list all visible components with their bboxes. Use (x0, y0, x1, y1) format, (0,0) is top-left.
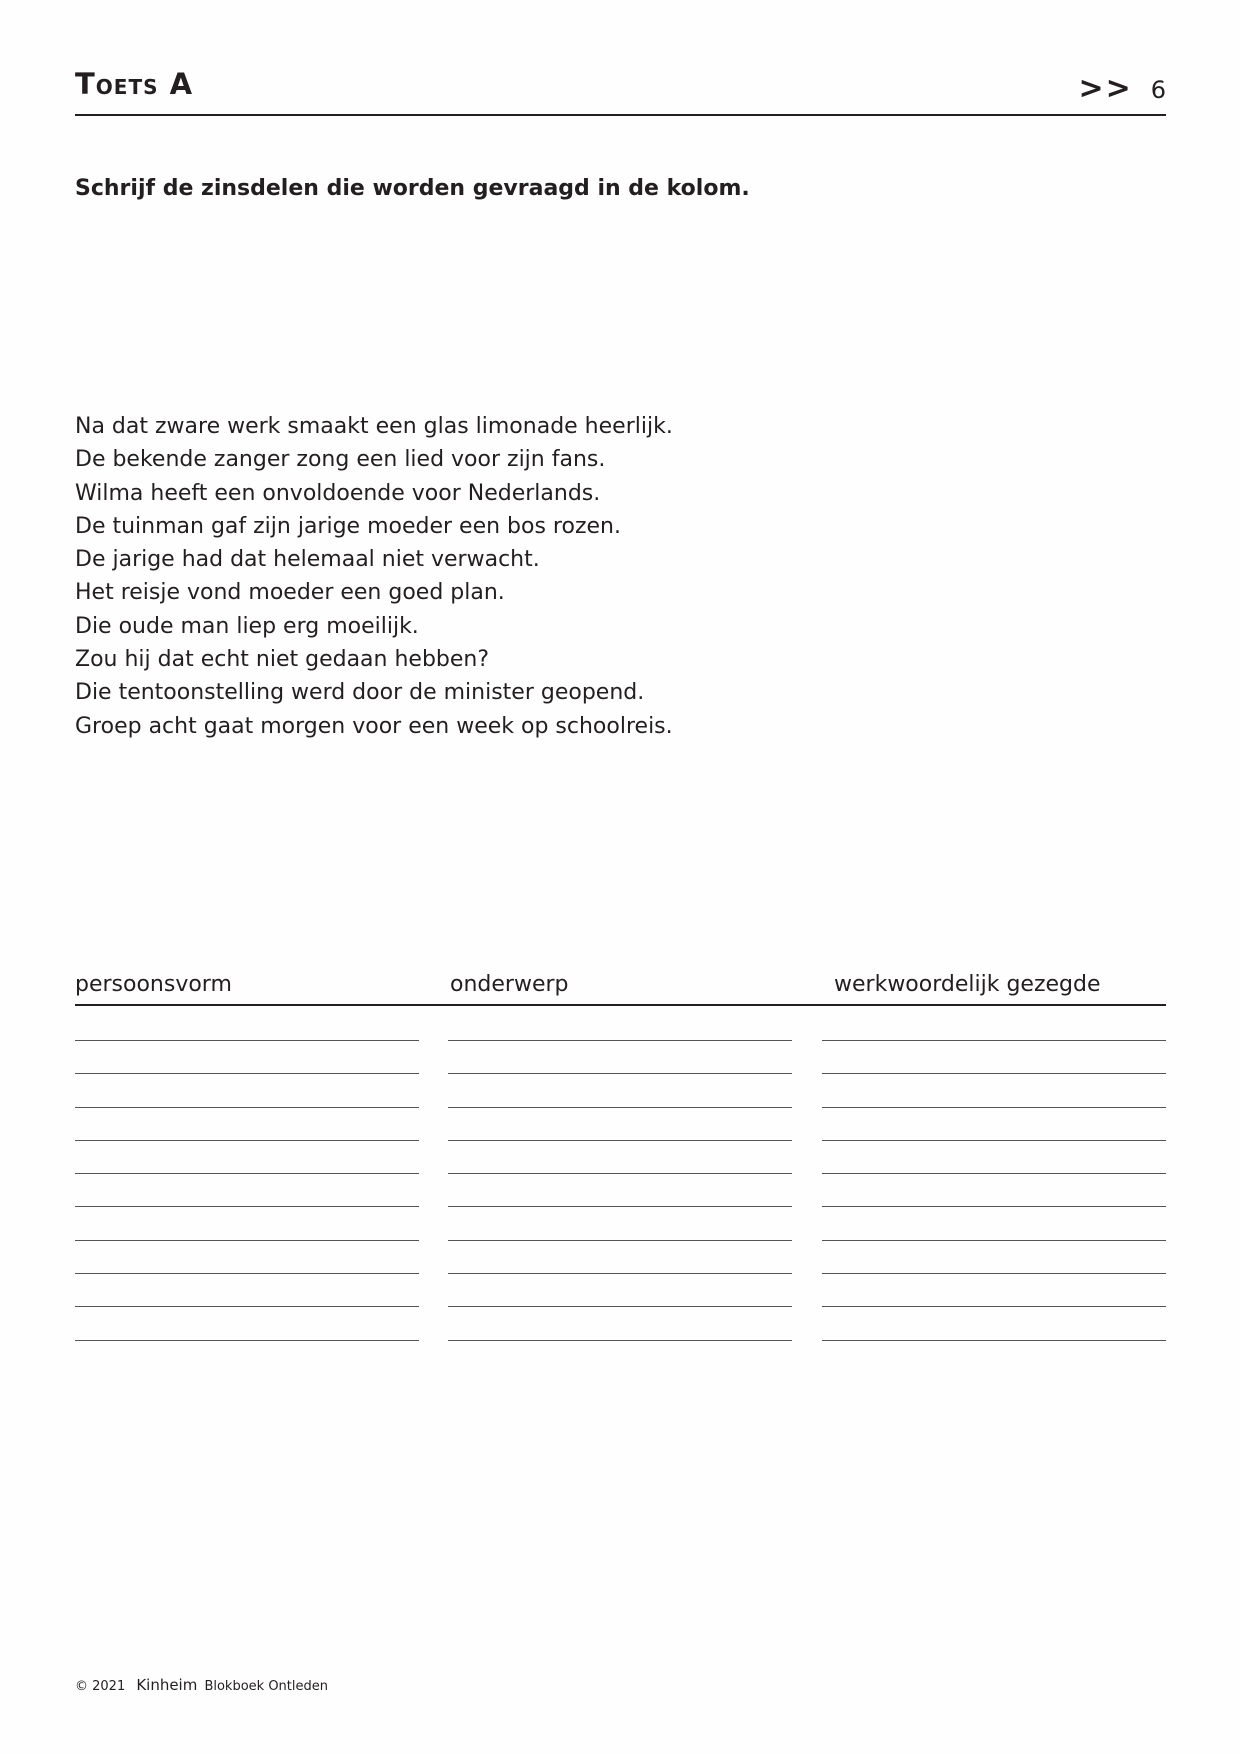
answer-line[interactable] (822, 1206, 1166, 1239)
sentence-item: De jarige had dat helemaal niet verwacht. (75, 547, 540, 573)
sentence-item: Groep acht gaat morgen voor een week op schoolreis. (75, 713, 673, 739)
answer-line[interactable] (448, 1306, 792, 1339)
answer-line[interactable] (75, 1206, 419, 1239)
column-header-werkwoordelijk-gezegde: werkwoordelijk gezegde (834, 972, 1101, 997)
answer-line[interactable] (75, 1140, 419, 1173)
answer-column-werkwoordelijk-gezegde (822, 1040, 1166, 1373)
answer-line[interactable] (822, 1306, 1166, 1339)
answer-line[interactable] (822, 1340, 1166, 1373)
answer-line[interactable] (448, 1206, 792, 1239)
answer-line[interactable] (75, 1306, 419, 1339)
answer-line[interactable] (448, 1173, 792, 1206)
answer-line[interactable] (822, 1240, 1166, 1273)
sentence-item: Wilma heeft een onvoldoende voor Nederlands. (75, 480, 601, 506)
publisher-name: Kinheim (136, 1676, 198, 1694)
answer-line[interactable] (448, 1073, 792, 1106)
answer-column-persoonsvorm (75, 1040, 419, 1373)
double-arrow-icon: >> (1078, 71, 1133, 106)
sentence-item: Die oude man liep erg moeilijk. (75, 613, 419, 639)
answer-line[interactable] (822, 1040, 1166, 1073)
sentence-item: De bekende zanger zong een lied voor zijn fans. (75, 447, 606, 473)
answer-line[interactable] (75, 1107, 419, 1140)
answer-line[interactable] (75, 1240, 419, 1273)
column-header-onderwerp: onderwerp (450, 972, 569, 997)
book-title: Blokboek Ontleden (204, 1679, 328, 1694)
copyright-text: © 2021 (75, 1679, 126, 1694)
answer-line[interactable] (75, 1273, 419, 1306)
answer-line[interactable] (75, 1040, 419, 1073)
page-number: 6 (1150, 76, 1166, 104)
answer-line[interactable] (448, 1107, 792, 1140)
answer-line[interactable] (75, 1173, 419, 1206)
header-right (1078, 71, 1166, 106)
test-title: Toets A (75, 67, 194, 101)
sentence-item: Het reisje vond moeder een goed plan. (75, 580, 505, 606)
answer-line[interactable] (448, 1040, 792, 1073)
answer-line[interactable] (448, 1140, 792, 1173)
page-header (75, 62, 1166, 116)
sentence-item: De tuinman gaf zijn jarige moeder een bos rozen. (75, 513, 621, 539)
answer-line[interactable] (75, 1073, 419, 1106)
page-footer (75, 1675, 328, 1694)
answer-line[interactable] (822, 1107, 1166, 1140)
sentence-item: Zou hij dat echt niet gedaan hebben? (75, 647, 490, 673)
sentence-item: Na dat zware werk smaakt een glas limonade heerlijk. (75, 414, 673, 439)
sentence-item: Die tentoonstelling werd door de minister geopend. (75, 680, 645, 706)
answer-line[interactable] (75, 1340, 419, 1373)
answer-line[interactable] (822, 1073, 1166, 1106)
answer-line[interactable] (448, 1273, 792, 1306)
instruction-text: Schrijf de zinsdelen die worden gevraagd in de kolom. (75, 176, 750, 201)
answer-line[interactable] (822, 1173, 1166, 1206)
answer-line[interactable] (448, 1240, 792, 1273)
answer-line[interactable] (822, 1140, 1166, 1173)
column-header-persoonsvorm: persoonsvorm (75, 972, 232, 997)
answer-column-onderwerp (448, 1040, 792, 1373)
sentence-list (75, 410, 673, 743)
answer-line[interactable] (822, 1273, 1166, 1306)
answer-table-header (75, 970, 1166, 1006)
answer-line[interactable] (448, 1340, 792, 1373)
